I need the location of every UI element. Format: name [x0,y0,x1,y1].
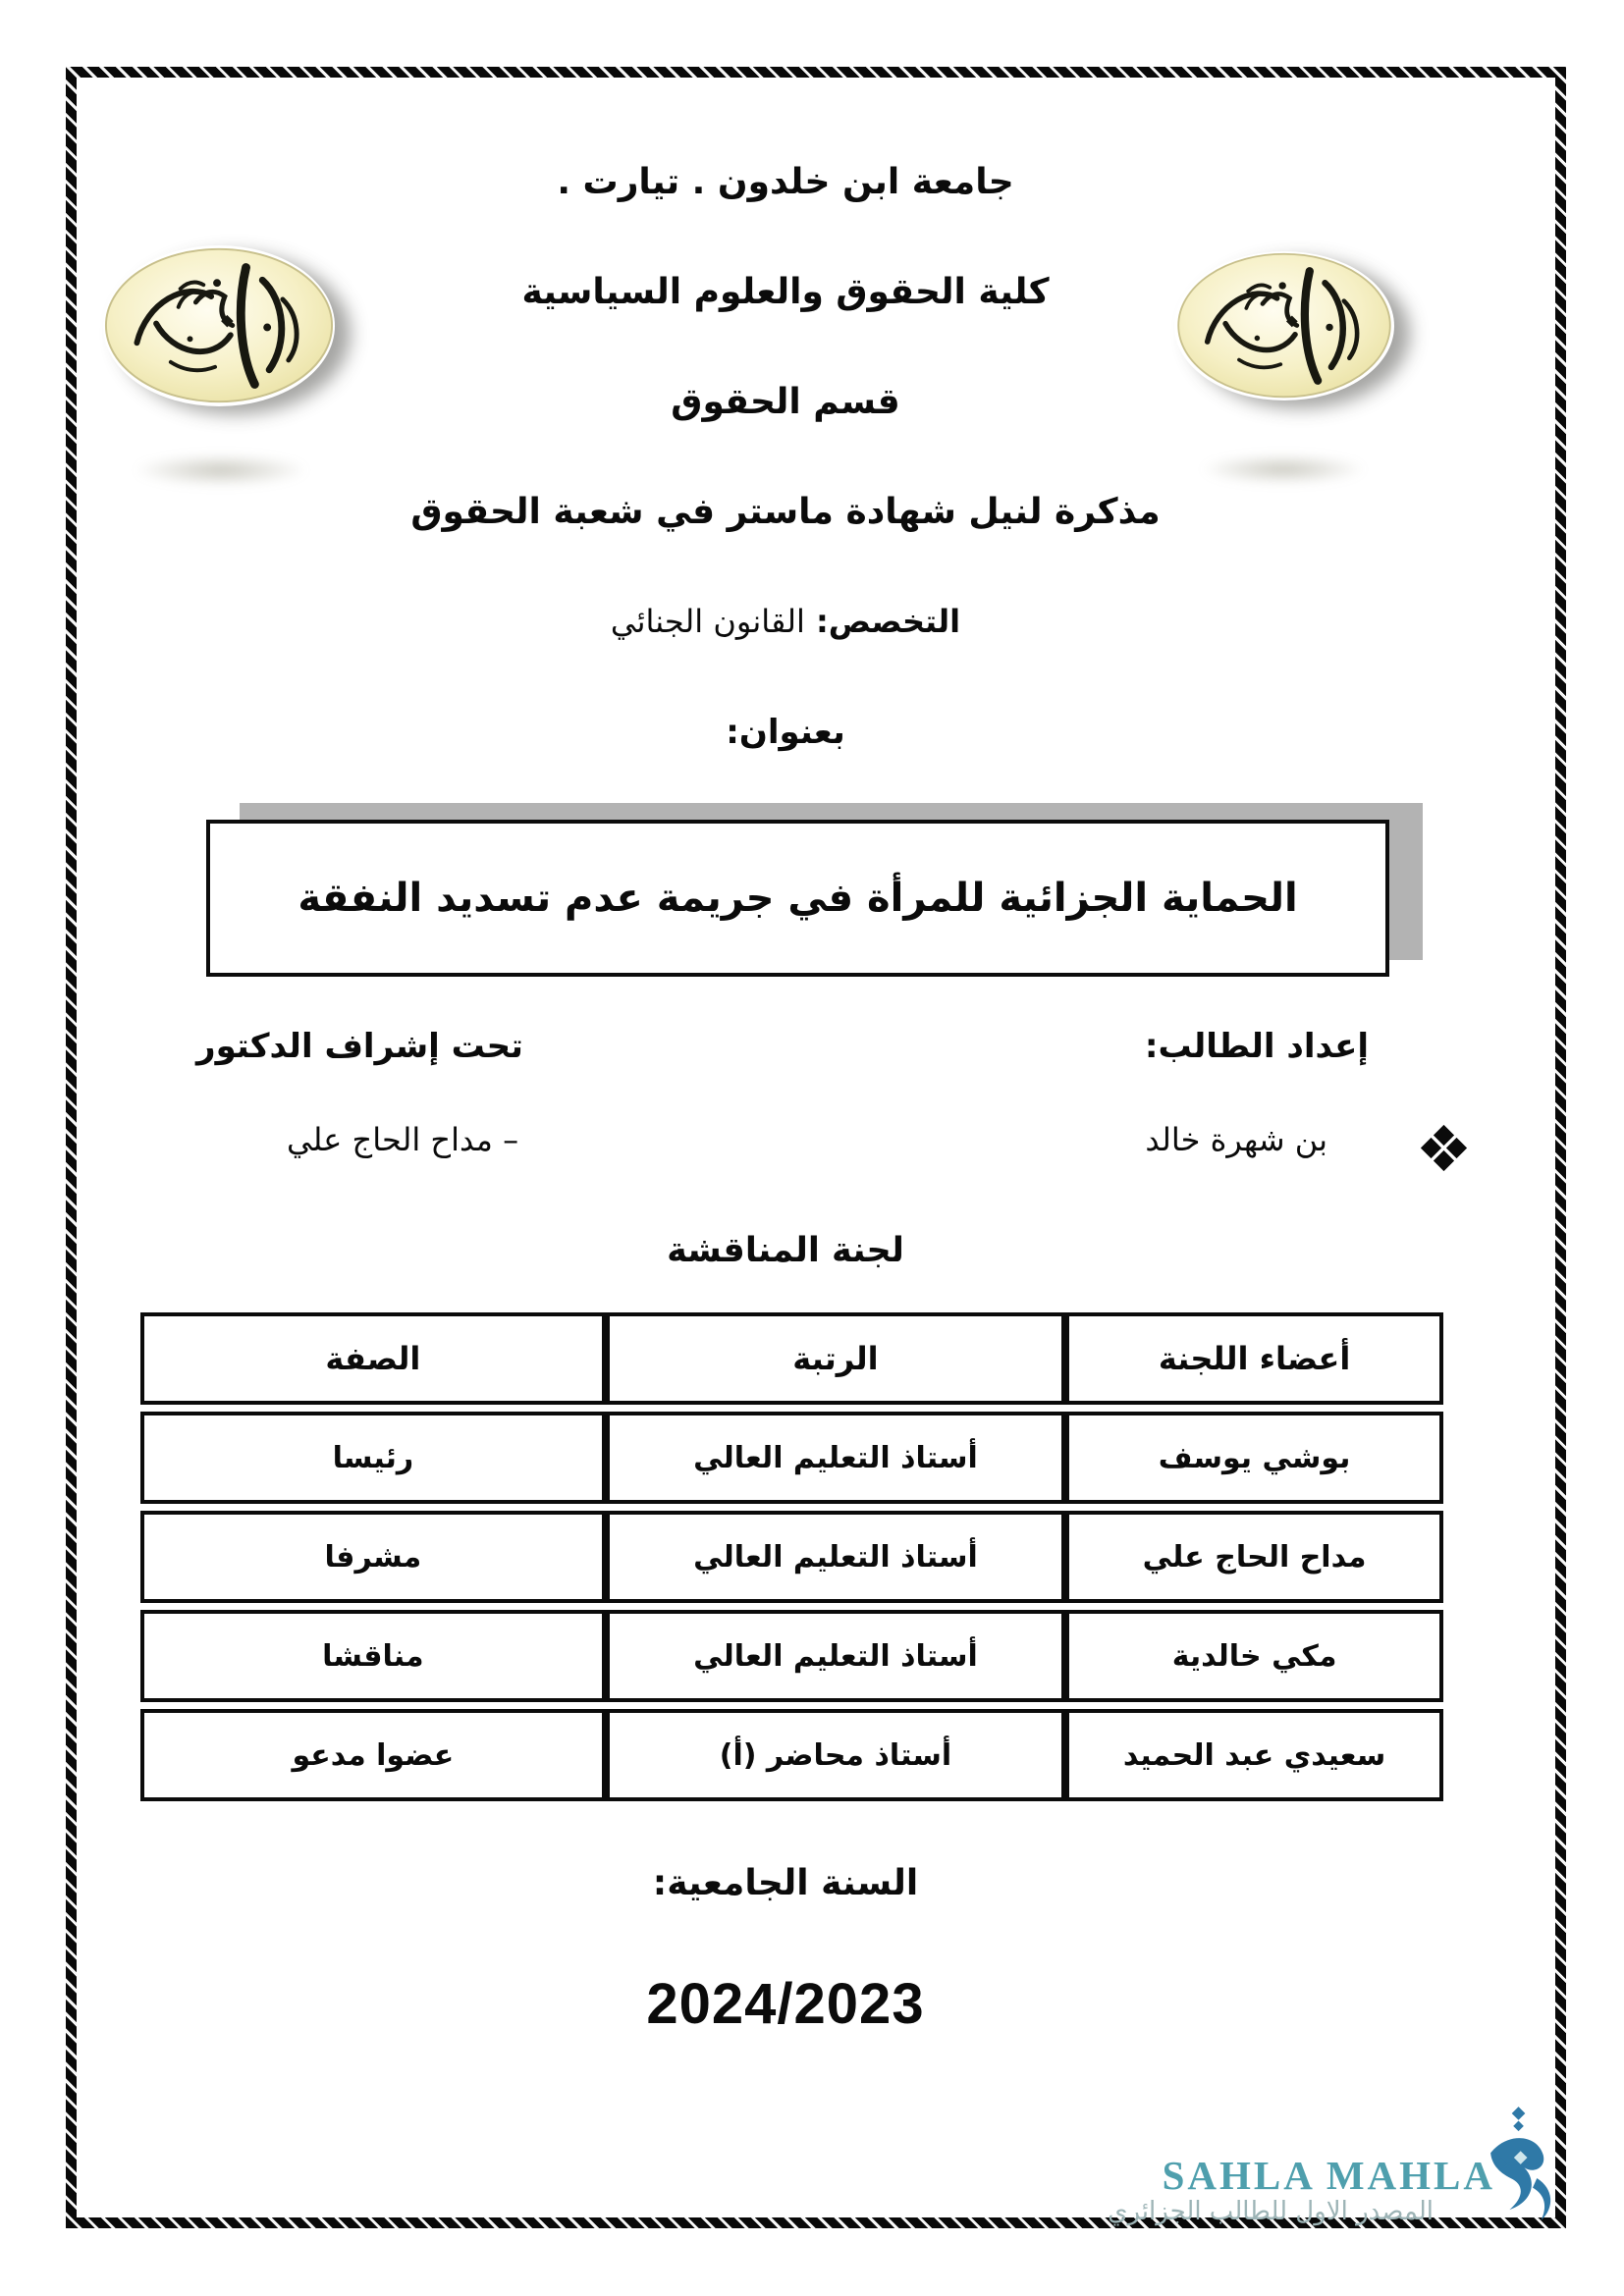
role-cell: رئيسا [140,1412,606,1504]
table-row [140,1709,1443,1801]
department-name: قسم الحقوق [671,382,900,422]
supervisor-name: – مداح الحاج علي [287,1121,519,1158]
diamond-bullet-icon [1423,1127,1466,1170]
column-header-rank: الرتبة [606,1312,1065,1405]
watermark-brand: SAHLA MAHLA [1162,2153,1495,2198]
member-cell: سعيدي عبد الحميد [1065,1709,1443,1801]
faculty-name: كلية الحقوق والعلوم السياسية [521,272,1050,312]
university-name: جامعة ابن خلدون . تيارت . [557,162,1014,202]
memoir-type-line: مذكرة لنيل شهادة ماستر في شعبة الحقوق [410,492,1161,532]
seal-reflection [1200,454,1367,485]
rank-cell: أستاذ محاضر (أ) [606,1709,1065,1801]
table-row [140,1610,1443,1702]
thesis-title-box [206,820,1389,977]
member-cell: مداح الحاج علي [1065,1511,1443,1603]
committee-table [140,1306,1443,1808]
titled-label: بعنوان: [726,713,845,752]
role-cell: مناقشا [140,1610,606,1702]
supervisor-label: تحت إشراف الدكتور [196,1027,523,1066]
rank-cell: أستاذ التعليم العالي [606,1610,1065,1702]
table-row [140,1511,1443,1603]
column-header-role: الصفة [140,1312,606,1405]
rank-cell: أستاذ التعليم العالي [606,1511,1065,1603]
specialty-label: التخصص: [816,603,961,640]
committee-heading: لجنة المناقشة [667,1231,904,1270]
academic-year-label: السنة الجامعية: [652,1863,919,1903]
seal-reflection [133,454,309,487]
rank-cell: أستاذ التعليم العالي [606,1412,1065,1504]
prepared-by-label: إعداد الطالب: [1144,1027,1369,1066]
specialty-line [79,603,1492,640]
committee-header-row [140,1312,1443,1405]
sahla-mahla-logo-icon [1471,2107,1565,2222]
member-cell: مكي خالدية [1065,1610,1443,1702]
specialty-value: القانون الجنائي [610,603,805,640]
student-name: بن شهرة خالد [1145,1121,1327,1158]
academic-year-value: 2024/2023 [646,1972,925,2036]
column-header-members: أعضاء اللجنة [1065,1312,1443,1405]
role-cell: عضوا مدعو [140,1709,606,1801]
member-cell: بوشي يوسف [1065,1412,1443,1504]
table-row [140,1412,1443,1504]
watermark-tagline: المصدر الاول للطالب الجزائري [1108,2197,1434,2226]
role-cell: مشرفا [140,1511,606,1603]
thesis-title: الحماية الجزائية للمرأة في جريمة عدم تسديد النفقة [298,876,1298,921]
